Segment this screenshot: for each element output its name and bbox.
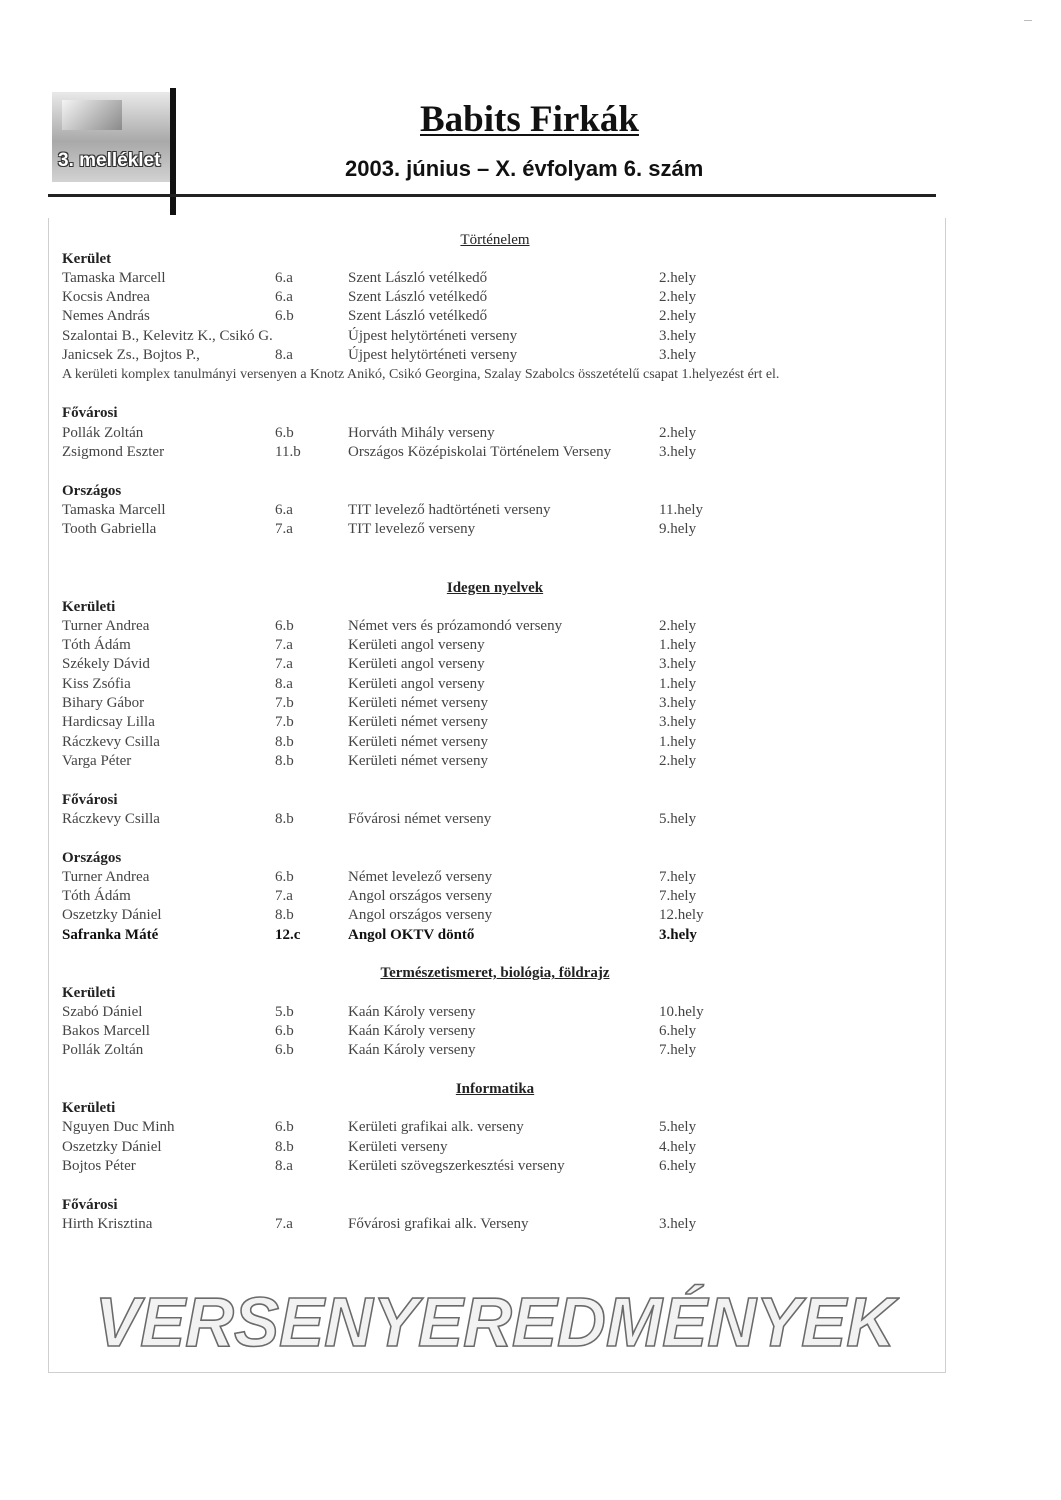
table-row: Tooth Gabriella 7.a TIT levelező verseny 9.hely (62, 521, 697, 537)
subheading-fovarosi: Fővárosi (62, 405, 118, 421)
subheading-kerulet: Kerület (62, 251, 112, 267)
table-row: Varga Péter 8.b Kerületi német verseny 2.hely (62, 753, 697, 769)
subheading-kerulet: Kerületi (62, 599, 116, 615)
note-text: A kerületi komplex tanulmányi versenyen a Knotz Anikó, Csikó Georgina, Szalay Szabolcs összetételű csapat 1.helyezést ért el. (62, 367, 780, 382)
table-row: Ráczkevy Csilla 8.b Kerületi német verseny 1.hely (62, 734, 697, 750)
table-row: Bakos Marcell 6.b Kaán Károly verseny 6.hely (62, 1023, 697, 1039)
table-row: Bihary Gábor 7.b Kerületi német verseny 3.hely (62, 695, 697, 711)
section-title-tortenelem: Történelem (460, 232, 530, 248)
table-row: Hirth Krisztina 7.a Fővárosi grafikai alk. Verseny 3.hely (62, 1216, 697, 1232)
table-row: Zsigmond Eszter 11.b Országos Középiskolai Történelem Verseny 3.hely (62, 444, 697, 460)
subheading-orszagos: Országos (62, 483, 122, 499)
subheading-kerulet: Kerületi (62, 1100, 116, 1116)
table-row: Tamaska Marcell 6.a TIT levelező hadtörténeti verseny 11.hely (62, 502, 704, 518)
table-row: Bojtos Péter 8.a Kerületi szövegszerkesztési verseny 6.hely (62, 1158, 697, 1174)
section-title-informatika: Informatika (455, 1081, 535, 1097)
table-row: Pollák Zoltán 6.b Kaán Károly verseny 7.hely (62, 1042, 697, 1058)
badge-label: 3. melléklet (58, 150, 161, 171)
newspaper-title: Babits Firkák (420, 99, 639, 140)
table-row: Janicsek Zs., Bojtos P., 8.a Újpest helytörténeti verseny 3.hely (62, 347, 697, 363)
table-row: Szabó Dániel 5.b Kaán Károly verseny 10.hely (62, 1004, 704, 1020)
table-row: Szalontai B., Kelevitz K., Csikó G. Újpest helytörténeti verseny 3.hely (62, 328, 697, 344)
versenyeredmenyek-banner (90, 1282, 900, 1362)
table-row: Tóth Ádám 7.a Kerületi angol verseny 1.hely (62, 637, 697, 653)
header-rule (48, 194, 936, 197)
table-row: Oszetzky Dániel 8.b Kerületi verseny 4.hely (62, 1139, 697, 1155)
section-title-termeszetismeret: Természetismeret, biológia, földrajz (380, 965, 610, 981)
table-row: Kocsis Andrea 6.a Szent László vetélkedő 2.hely (62, 289, 697, 305)
table-row-highlight: Safranka Máté 12.c Angol OKTV döntő 3.hely (62, 927, 697, 943)
section-title-idegen-nyelvek: Idegen nyelvek (446, 580, 544, 596)
scan-mark (1024, 20, 1032, 21)
table-row: Turner Andrea 6.b Német levelező verseny 7.hely (62, 869, 697, 885)
table-row: Tamaska Marcell 6.a Szent László vetélkedő 2.hely (62, 270, 697, 286)
issue-line: 2003. június – X. évfolyam 6. szám (345, 156, 704, 181)
table-row: Tóth Ádám 7.a Angol országos verseny 7.hely (62, 888, 697, 904)
subheading-kerulet: Kerületi (62, 985, 116, 1001)
content-frame (48, 218, 946, 1373)
table-row: Kiss Zsófia 8.a Kerületi angol verseny 1.hely (62, 676, 697, 692)
table-row: Turner Andrea 6.b Német vers és prózamondó verseny 2.hely (62, 618, 697, 634)
subheading-fovarosi: Fővárosi (62, 1197, 118, 1213)
table-row: Nemes András 6.b Szent László vetélkedő 2.hely (62, 308, 697, 324)
table-row: Ráczkevy Csilla 8.b Fővárosi német verseny 5.hely (62, 811, 697, 827)
table-row: Székely Dávid 7.a Kerületi angol verseny 3.hely (62, 656, 697, 672)
banner-text: VERSENYEREDMÉNYEK (95, 1283, 900, 1361)
table-row: Pollák Zoltán 6.b Horváth Mihály verseny 2.hely (62, 425, 697, 441)
subheading-orszagos: Országos (62, 850, 122, 866)
table-row: Nguyen Duc Minh 6.b Kerületi grafikai alk. verseny 5.hely (62, 1119, 697, 1135)
table-row: Oszetzky Dániel 8.b Angol országos verseny 12.hely (62, 907, 704, 923)
subheading-fovarosi: Fővárosi (62, 792, 118, 808)
table-row: Hardicsay Lilla 7.b Kerületi német verseny 3.hely (62, 714, 697, 730)
